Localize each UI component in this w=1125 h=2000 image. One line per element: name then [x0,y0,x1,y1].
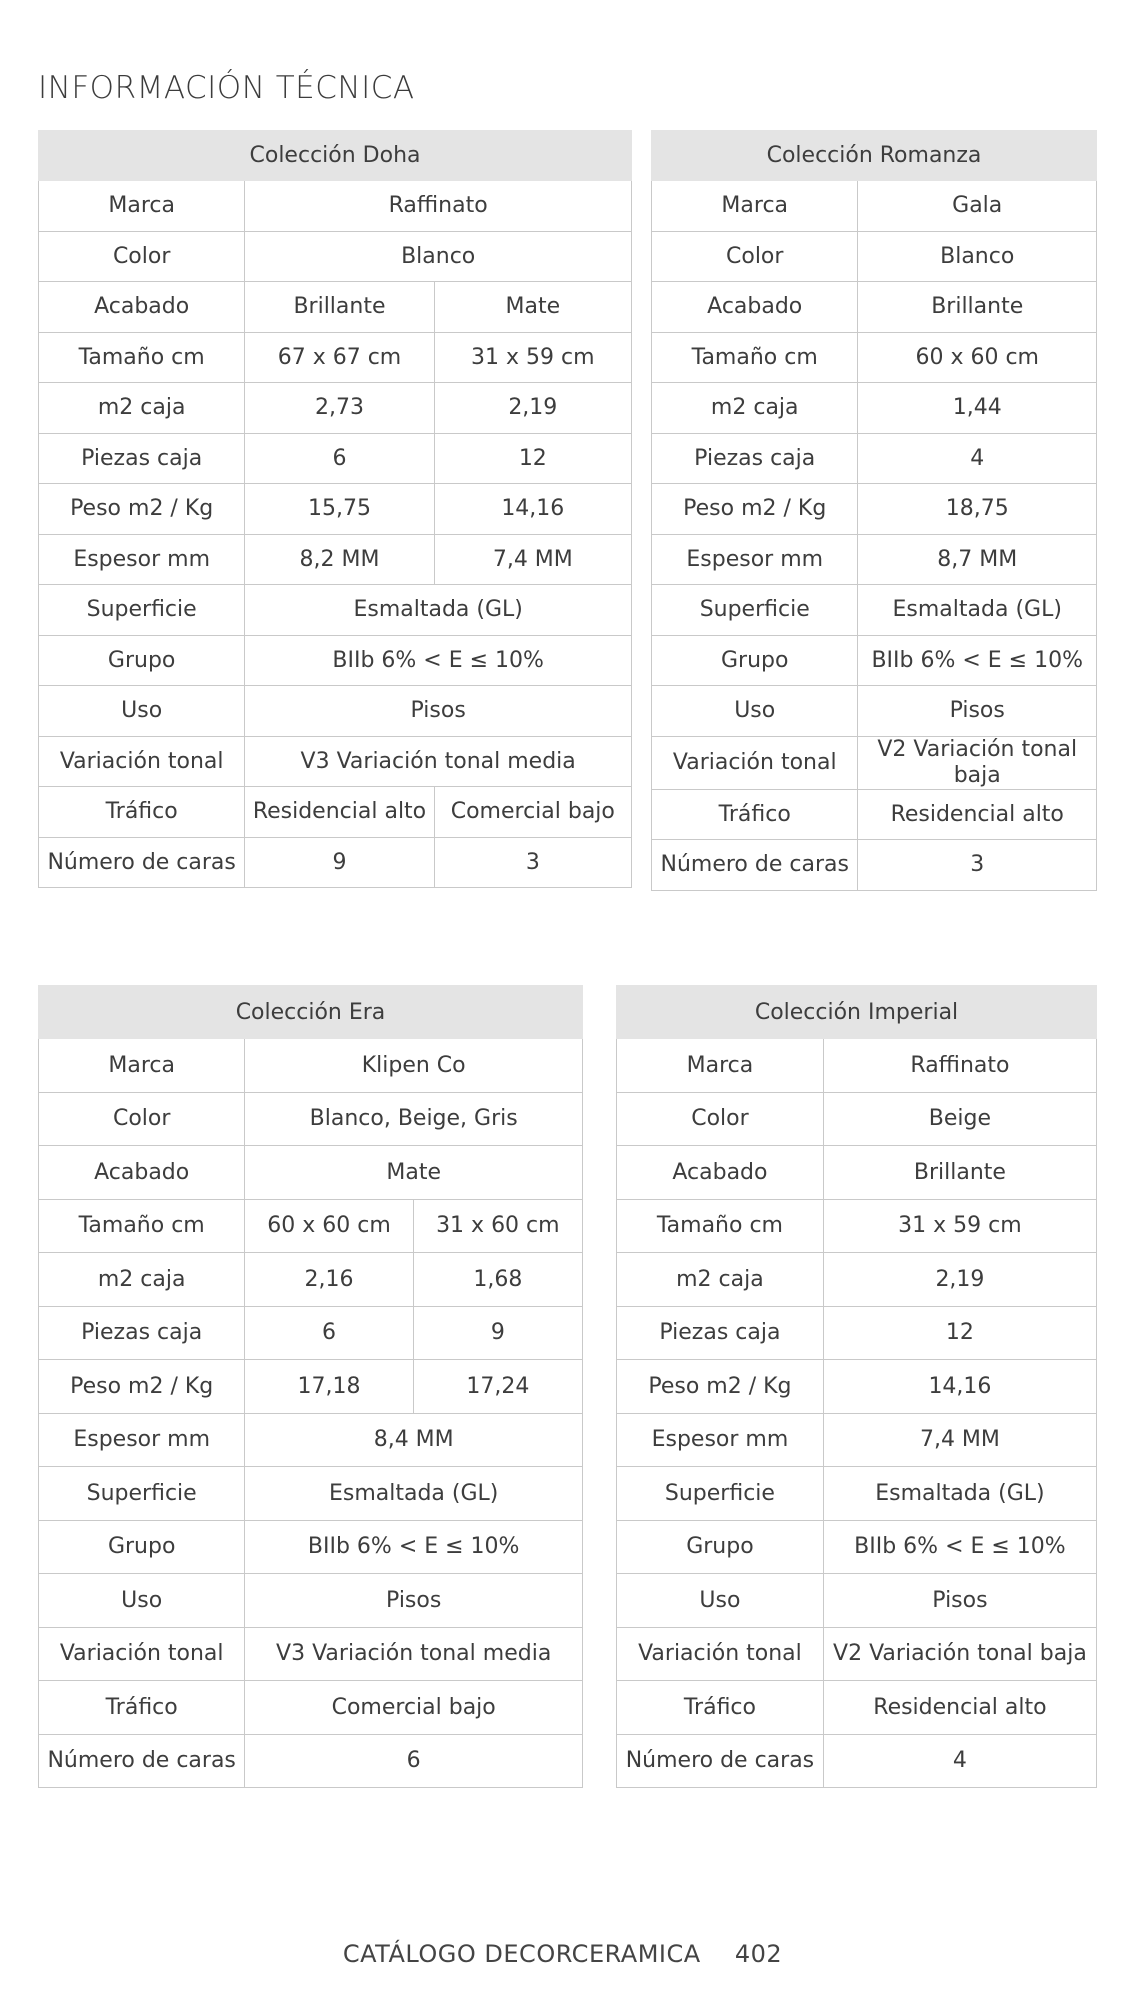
row-value: V3 Variación tonal media [245,1627,583,1681]
row-label: Acabado [39,282,245,333]
table-row [39,837,632,888]
row-label: Tamaño cm [39,1199,245,1253]
row-label: Uso [652,686,858,737]
row-label: Peso m2 / Kg [39,1360,245,1414]
table-row [652,585,1097,636]
row-value: Gala [858,181,1097,232]
row-label: Superficie [652,585,858,636]
table-row [39,1734,583,1788]
table-row [39,1199,583,1253]
row-value: Comercial bajo [245,1681,583,1735]
row-value: 12 [434,433,631,484]
row-label: Tamaño cm [39,332,245,383]
row-value: Pisos [858,686,1097,737]
table-row [652,282,1097,333]
row-value: Residencial alto [858,789,1097,840]
row-label: Superficie [617,1467,824,1521]
row-label: Marca [39,181,245,232]
row-value: V2 Variación tonal baja [858,736,1097,789]
page-footer [0,1940,1125,1968]
table-row [617,1253,1097,1307]
row-label: Uso [39,1574,245,1628]
table-row [652,534,1097,585]
row-value: Brillante [823,1146,1096,1200]
row-value: Residencial alto [245,787,434,838]
row-label: Color [39,231,245,282]
row-label: Grupo [39,635,245,686]
row-value: Pisos [245,1574,583,1628]
table-row [39,1467,583,1521]
row-label: Acabado [39,1146,245,1200]
table-row [39,1520,583,1574]
row-label: Espesor mm [652,534,858,585]
row-label: Peso m2 / Kg [39,484,245,535]
table-row [617,1467,1097,1521]
table-row [652,231,1097,282]
row-value: V3 Variación tonal media [245,736,632,787]
row-label: Marca [39,1039,245,1093]
row-label: Peso m2 / Kg [617,1360,824,1414]
row-value: 31 x 59 cm [823,1199,1096,1253]
table-row [617,1039,1097,1093]
row-label: Color [617,1092,824,1146]
row-value: 8,2 MM [245,534,434,585]
row-value: Mate [245,1146,583,1200]
table-row [617,1092,1097,1146]
table-row [617,1734,1097,1788]
table-row [617,1413,1097,1467]
table-row [39,585,632,636]
table-row [617,1360,1097,1414]
row-value: 2,73 [245,383,434,434]
table-row [39,1360,583,1414]
row-label: Uso [39,686,245,737]
row-label: Variación tonal [617,1627,824,1681]
row-label: Color [652,231,858,282]
row-label: m2 caja [617,1253,824,1307]
row-value: 60 x 60 cm [858,332,1097,383]
row-label: Superficie [39,585,245,636]
table-row [652,635,1097,686]
row-label: Tamaño cm [652,332,858,383]
table-row [39,1413,583,1467]
table-row [39,1574,583,1628]
row-value: 14,16 [823,1360,1096,1414]
row-value: 12 [823,1306,1096,1360]
table-title: Colección Era [39,986,583,1039]
row-value: Residencial alto [823,1681,1096,1735]
table-row [39,736,632,787]
table-row [39,1306,583,1360]
row-value: BIIb 6% < E ≤ 10% [245,635,632,686]
table-row [39,231,632,282]
row-value: 67 x 67 cm [245,332,434,383]
row-value: Blanco [858,231,1097,282]
table-row [39,484,632,535]
row-value: 4 [823,1734,1096,1788]
table-row [652,332,1097,383]
row-label: m2 caja [39,383,245,434]
table-row [652,433,1097,484]
row-label: Número de caras [39,1734,245,1788]
row-value: 3 [858,840,1097,891]
row-value: 6 [245,1734,583,1788]
table-row [617,1627,1097,1681]
row-label: Tráfico [39,787,245,838]
row-label: Número de caras [652,840,858,891]
row-value: 1,44 [858,383,1097,434]
row-value: 8,4 MM [245,1413,583,1467]
row-label: Tráfico [652,789,858,840]
row-value: 4 [858,433,1097,484]
row-value: Pisos [823,1574,1096,1628]
table-row [652,840,1097,891]
table-title: Colección Romanza [652,131,1097,181]
row-label: Grupo [39,1520,245,1574]
row-value: Pisos [245,686,632,737]
table-coleccion-era [38,985,583,1788]
table-row [39,383,632,434]
row-value: 2,19 [434,383,631,434]
row-value: Comercial bajo [434,787,631,838]
row-label: Espesor mm [39,534,245,585]
row-value: 8,7 MM [858,534,1097,585]
row-label: Espesor mm [39,1413,245,1467]
table-row [39,1681,583,1735]
row-label: Peso m2 / Kg [652,484,858,535]
row-value: Esmaltada (GL) [823,1467,1096,1521]
table-row [617,1306,1097,1360]
row-label: Piezas caja [39,1306,245,1360]
table-row [652,383,1097,434]
row-value: 3 [434,837,631,888]
row-label: m2 caja [652,383,858,434]
table-row [617,1199,1097,1253]
row-value: 15,75 [245,484,434,535]
row-value: 9 [245,837,434,888]
table-row [617,1520,1097,1574]
row-label: Variación tonal [39,736,245,787]
row-label: Acabado [652,282,858,333]
row-value: 6 [245,433,434,484]
row-label: Marca [617,1039,824,1093]
page-number: 402 [734,1940,783,1968]
row-label: Variación tonal [39,1627,245,1681]
row-value: Brillante [245,282,434,333]
row-value: 17,24 [413,1360,582,1414]
row-label: Tamaño cm [617,1199,824,1253]
table-row [617,1146,1097,1200]
row-value: Beige [823,1092,1096,1146]
row-label: Superficie [39,1467,245,1521]
row-value: Raffinato [245,181,632,232]
row-label: Marca [652,181,858,232]
row-value: Blanco [245,231,632,282]
row-label: Número de caras [617,1734,824,1788]
row-label: Variación tonal [652,736,858,789]
table-coleccion-romanza [651,130,1097,891]
row-value: BIIb 6% < E ≤ 10% [823,1520,1096,1574]
table-row [39,282,632,333]
row-label: Uso [617,1574,824,1628]
row-label: Número de caras [39,837,245,888]
row-value: 14,16 [434,484,631,535]
table-row [652,181,1097,232]
row-value: Blanco, Beige, Gris [245,1092,583,1146]
table-row [39,635,632,686]
table-row [39,787,632,838]
table-row [652,789,1097,840]
row-value: V2 Variación tonal baja [823,1627,1096,1681]
table-coleccion-imperial [616,985,1097,1788]
row-label: Tráfico [39,1681,245,1735]
row-value: 2,16 [245,1253,413,1307]
row-label: Grupo [617,1520,824,1574]
table-row [39,686,632,737]
row-value: 1,68 [413,1253,582,1307]
table-row [39,534,632,585]
table-row [617,1574,1097,1628]
row-value: 7,4 MM [823,1413,1096,1467]
table-title: Colección Imperial [617,986,1097,1039]
row-value: 31 x 59 cm [434,332,631,383]
row-value: Esmaltada (GL) [245,1467,583,1521]
table-row [39,1039,583,1093]
row-value: Esmaltada (GL) [245,585,632,636]
table-row [652,736,1097,789]
row-value: Esmaltada (GL) [858,585,1097,636]
table-row [39,332,632,383]
table-row [652,484,1097,535]
table-row [652,686,1097,737]
row-label: Piezas caja [617,1306,824,1360]
row-value: 6 [245,1306,413,1360]
row-value: 7,4 MM [434,534,631,585]
row-value: Brillante [858,282,1097,333]
table-row [39,181,632,232]
row-label: Tráfico [617,1681,824,1735]
row-label: Piezas caja [39,433,245,484]
row-value: BIIb 6% < E ≤ 10% [858,635,1097,686]
row-value: 18,75 [858,484,1097,535]
row-label: Acabado [617,1146,824,1200]
table-row [39,1627,583,1681]
row-label: Piezas caja [652,433,858,484]
row-value: 2,19 [823,1253,1096,1307]
row-label: Espesor mm [617,1413,824,1467]
row-value: Mate [434,282,631,333]
page-title: INFORMACIÓN TÉCNICA [38,70,415,106]
table-title: Colección Doha [39,131,632,181]
row-value: Raffinato [823,1039,1096,1093]
table-row [39,1092,583,1146]
row-value: 17,18 [245,1360,413,1414]
row-label: Color [39,1092,245,1146]
row-value: BIIb 6% < E ≤ 10% [245,1520,583,1574]
row-value: 31 x 60 cm [413,1199,582,1253]
row-value: Klipen Co [245,1039,583,1093]
table-row [39,1146,583,1200]
row-label: Grupo [652,635,858,686]
table-row [617,1681,1097,1735]
catalog-name: CATÁLOGO DECORCERAMICA [342,1940,701,1968]
table-row [39,433,632,484]
table-coleccion-doha [38,130,632,888]
row-value: 9 [413,1306,582,1360]
table-row [39,1253,583,1307]
row-label: m2 caja [39,1253,245,1307]
row-value: 60 x 60 cm [245,1199,413,1253]
